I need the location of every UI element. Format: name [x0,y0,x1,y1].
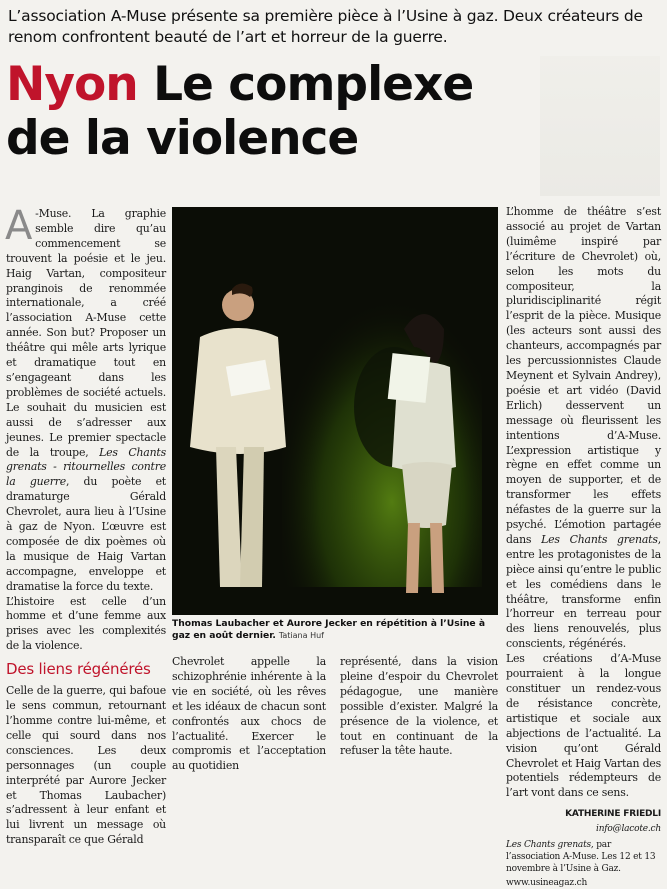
photo-caption [172,618,498,642]
col1-paragraph-1: A -Muse. La graphie semble dire qu’au commencement se trouvent la poésie et le jeu. Haig Vartan, compositeur pranginois de renommée internationale, a créé l’association A-Muse cette année. Son but? Proposer un théâtre qui mêle arts lyrique et dramatique tout en s’engageant dans les problèmes de société actuels. Le souhait du musicien est aussi de s’adresser aux jeunes. Le premier spectacle de la troupe, Les Chants grenats - ritournelles contre la guerre, du poète et dramaturge Gérald Chevrolet, aura lieu à l’Usine à gaz de Nyon. L’œuvre est composée de dix poèmes où la musique de Haig Vartan accompagne, enveloppe et dramatise la force du texte. [5,203,166,593]
headline-title-line2: de la violence [6,111,359,166]
article-kicker: L’association A-Muse présente sa première pièce à l’Usine à gaz. Deux créateurs de renom confrontent beauté de l’art et horreur de la guerre. [8,7,643,46]
column-4 [506,205,661,889]
col2-paragraph: Chevrolet appelle la schizophrénie inhérente à la vie en société, où les rêves et les idéaux de chacun sont confrontés aux chocs de l’actualité. Exercer le compromis et l’acceptation au quotidien [172,655,326,773]
column-3 [340,655,498,759]
section-subhead: Des liens régénérés [6,660,151,679]
performance-photo [172,207,498,615]
author-byline: KATHERINE FRIEDLI [565,809,661,820]
article-headline [6,58,606,166]
event-info: Les Chants grenats, par l’association A-Muse. Les 12 et 13 novembre à l’Usine à Gaz. [506,840,656,875]
play-title: Les Chants grenats - ritournelles contre la guerre [6,445,166,489]
headline-city: Nyon [6,57,138,112]
headline-title-line1: Le complexe [153,57,474,112]
col4-paragraph-1: L’homme de théâtre s’est associé au projet de Vartan (luimême inspiré par l’écriture de Chevrolet) où, selon les mots du compositeur, la pluridisciplinarité régit l’esprit de la pièce. Musique (les acteurs sont aussi des chanteurs, accompagnés par les percussionnistes Claude Meynent et Sylvain Andrey), poésie et art vidéo (David Erlich) desservent un message où fleurissent les intentions d’A-Muse. L’expression artistique y règne en effet comme un moyen de supporter, et de transformer les effets néfastes de la guerre sur la psyché. L’émotion partagée dans Les Chants grenats, entre les protagonistes de la pièce ainsi qu’entre le public et les comédiens dans le théâtre, transforme enfin l’horreur en terreau pour des liens renouvelés, plus conscients, régénérés. [506,205,661,651]
drop-cap: A [5,203,33,249]
play-title-2: Les Chants grenats [541,532,658,546]
venue-link[interactable]: www.usineagaz.ch [506,878,588,889]
col3-paragraph: représenté, dans la vision pleine d’espoir du Chevrolet pédagogue, une manière possible d’exister. Malgré la présence de la violence, et tout en continuant de la refuser la tête haute. [340,655,498,758]
photo-illustration [172,207,498,615]
photo-credit: Tatiana Huf [278,631,324,640]
caption-text: Thomas Laubacher et Aurore Jecker en répétition à l’Usine à gaz en août dernier. [172,618,486,641]
col4-paragraph-2: Les créations d’A-Muse pourraient à la longue constituer un rendez-vous de résistance concrète, artistique et sociale aux abjections de l’actualité. La vision qu’ont Gérald Chevrolet et Haig Vartan des potentiels rédempteurs de l’art vont dans ce sens. [506,652,661,800]
col1-paragraph-2: L’histoire est celle d’un homme et d’une femme aux prises avec les complexités de la violence. [6,594,166,653]
column-1 [5,203,166,848]
bleed-through-area [540,56,660,196]
author-email[interactable]: info@lacote.ch [596,824,661,835]
column-2 [172,655,326,774]
col1-paragraph-3: Celle de la guerre, qui bafoue le sens commun, retournant l’homme contre lui-même, et celle qui sourd dans nos consciences. Les deux personnages (un couple interprété par Aurore Jecker et Thomas Laubacher) s’adressent à leur enfant et lui livrent un message où transparaît ce que Gérald [6,684,166,847]
